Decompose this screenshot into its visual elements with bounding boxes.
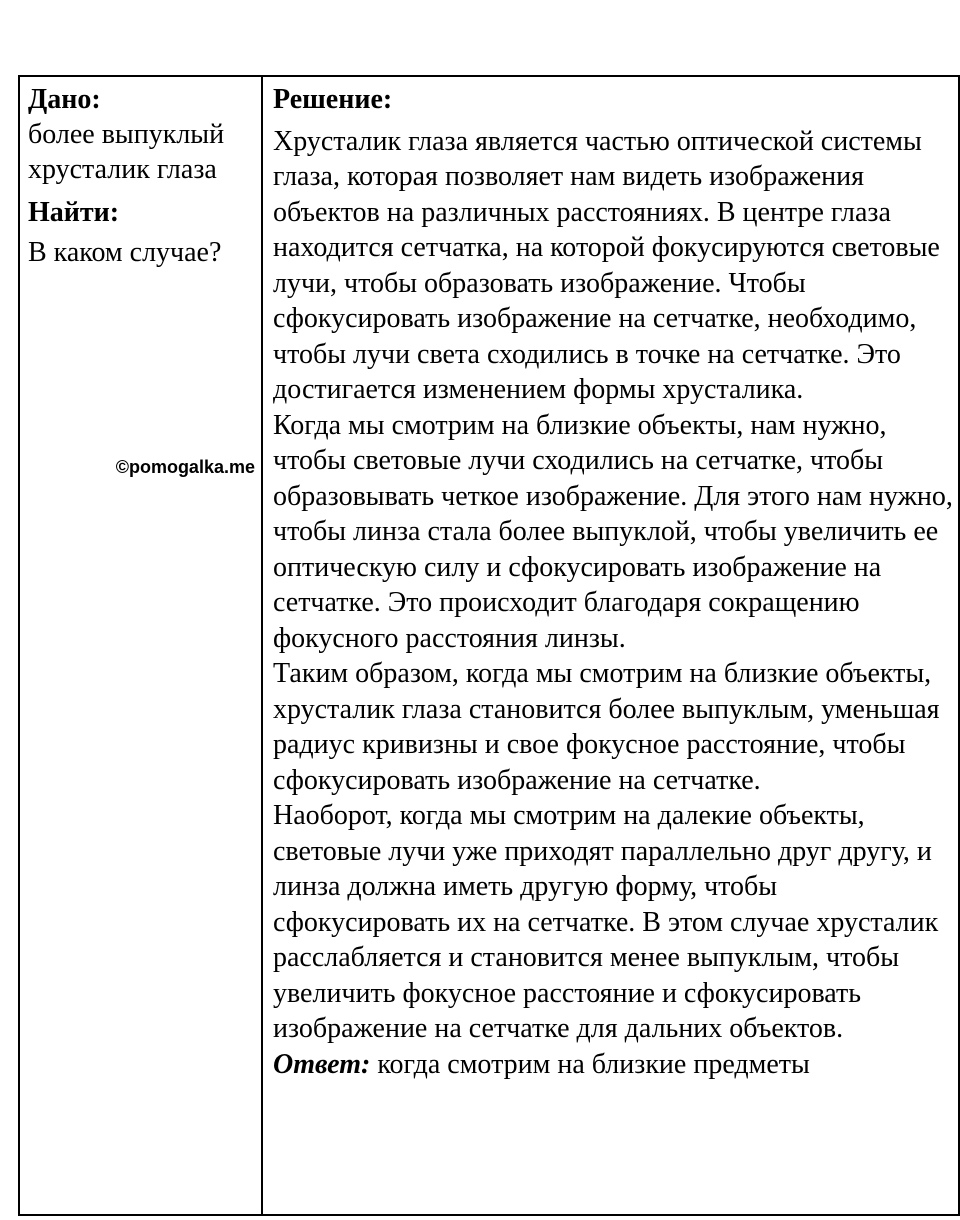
answer-label: Ответ: [273,1048,371,1080]
solution-paragraph-2: Когда мы смотрим на близкие объекты, нам нужно, чтобы световые лучи сходились на сетчатке, чтобы образовывать четкое изображение. Для этого нам нужно, чтобы линза стала более выпуклой, чтобы увеличить ее оптическую силу и сфокусировать изображение на сетчатке. Это происходит благодаря сокращению фокусного расстояния линзы. [273,409,953,654]
watermark-text: ©pomogalka.me [115,457,255,477]
given-line-2: хрусталик глаза [28,154,217,185]
solution-heading: Решение: [273,84,393,115]
given-column [20,77,263,1214]
solution-table [18,75,960,1216]
answer-line [273,1047,958,1083]
solution-paragraph-4: Наоборот, когда мы смотрим на далекие объекты, световые лучи уже приходят параллельно друг другу, и линза должна иметь другую форму, чтобы сфокусировать их на сетчатке. В этом случае хрусталик расслабляется и становится менее выпуклым, чтобы увеличить фокусное расстояние и сфокусировать изображение на сетчатке для дальних объектов. [273,800,939,1044]
solution-column [263,77,958,1214]
solution-paragraph-3: Таким образом, когда мы смотрим на близкие объекты, хрусталик глаза становится более выпуклым, уменьшая радиус кривизны и свое фокусное расстояние, чтобы сфокусировать изображение на сетчатке. [273,658,940,796]
solution-paragraph-1: Хрусталик глаза является частью оптической системы глаза, которая позволяет нам видеть изображения объектов на различных расстояниях. В центре глаза находится сетчатка, на которой фокусируются световые лучи, чтобы образовать изображение. Чтобы сфокусировать изображение на сетчатке, необходимо, чтобы лучи света сходились в точке на сетчатке. Это достигается изменением формы хрусталика. [273,125,940,405]
answer-text: когда смотрим на близкие предметы [370,1048,810,1080]
find-question: В каком случае? [28,237,222,268]
find-heading: Найти: [28,197,120,228]
given-line-1: более выпуклый [28,119,225,150]
given-heading: Дано: [28,84,101,115]
